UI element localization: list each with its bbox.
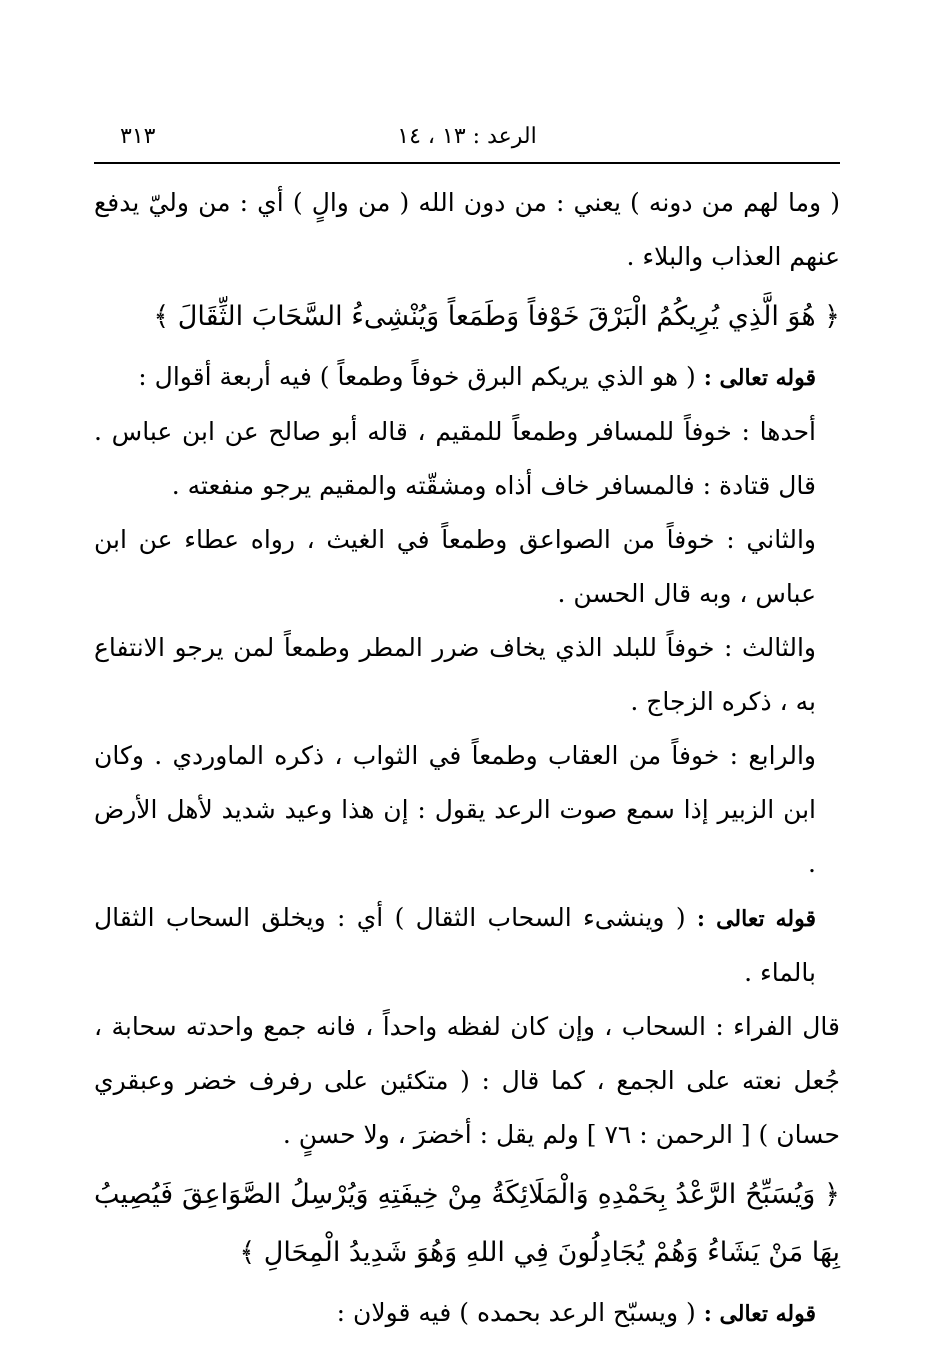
paragraph: والثالث : خوفاً للبلد الذي يخاف ضرر المطر وطمعاً لمن يرجو الانتفاع به ، ذكره الزجاج . (94, 633, 816, 716)
paragraph: قال الفراء : السحاب ، وإن كان لفظه واحداً ، فانه جمع واحدته سحابة ، جُعل نعته على الجمع ، كما قال : ( متكئين على رفرف خضر وعبقري حسان ) [ الرحمن : ٧٦ ] ولم يقل : أخضرَ ، ولا حسنٍ . (94, 1012, 840, 1149)
book-page (94, 118, 840, 1341)
paragraph: أحدها : خوفاً للمسافر وطمعاً للمقيم ، قاله أبو صالح عن ابن عباس . قال قتادة : فالمسافر خاف أذاه ومشقّته والمقيم يرجو منفعته . (94, 417, 816, 500)
running-header (94, 118, 840, 162)
page-number: ٣١٣ (120, 124, 156, 149)
paragraph-text: ( ويسبّح الرعد بحمده ) فيه قولان : (336, 1298, 696, 1327)
commentary-paragraph (94, 1286, 840, 1341)
quran-verse: ﴿ هُوَ الَّذِي يُرِيكُمُ الْبَرْقَ خَوْفاً وَطَمَعاً وَيُنْشِىءُ السَّحَابَ الثِّقَالَ ﴾ (153, 301, 840, 332)
quran-verse: ﴿ وَيُسَبِّحُ الرَّعْدُ بِحَمْدِهِ وَالْمَلَائِكَةُ مِنْ خِيفَتِهِ وَيُرْسِلُ الصَّوَاعِقَ فَيُصِيبُ بِهَا مَنْ يَشَاءُ وَهُمْ يُجَادِلُونَ فِي اللهِ وَهُوَ شَدِيدُ الْمِحَالِ ﴾ (94, 1179, 840, 1268)
paragraph: والثاني : خوفاً من الصواعق وطمعاً في الغيث ، رواه عطاء عن ابن عباس ، وبه قال الحسن . (94, 525, 816, 608)
lemma-label: قوله تعالى : (696, 906, 816, 932)
header-rule (94, 162, 840, 164)
paragraph: ( وما لهم من دونه ) يعني : من دون الله ( من والٍ ) أي : من وليّ يدفع عنهم العذاب والبلاء . (94, 188, 840, 271)
commentary-paragraph (94, 891, 840, 1000)
commentary-paragraph (94, 350, 840, 405)
lemma-label: قوله تعالى : (703, 1301, 816, 1327)
chapter-title: الرعد : ١٣ ، ١٤ (397, 124, 537, 149)
lemma-label: قوله تعالى : (703, 365, 816, 391)
paragraph-text: ( وينشىء السحاب الثقال ) أي : ويخلق السحاب الثقال بالماء . (94, 903, 816, 987)
page-body (94, 176, 840, 1341)
paragraph-text: ( هو الذي يريكم البرق خوفاً وطمعاً ) فيه أربعة أقوال : (138, 362, 696, 391)
paragraph: والرابع : خوفاً من العقاب وطمعاً في الثواب ، ذكره الماوردي . وكان ابن الزبير إذا سمع صوت الرعد يقول : إن هذا وعيد شديد لأهل الأرض . (94, 741, 816, 878)
